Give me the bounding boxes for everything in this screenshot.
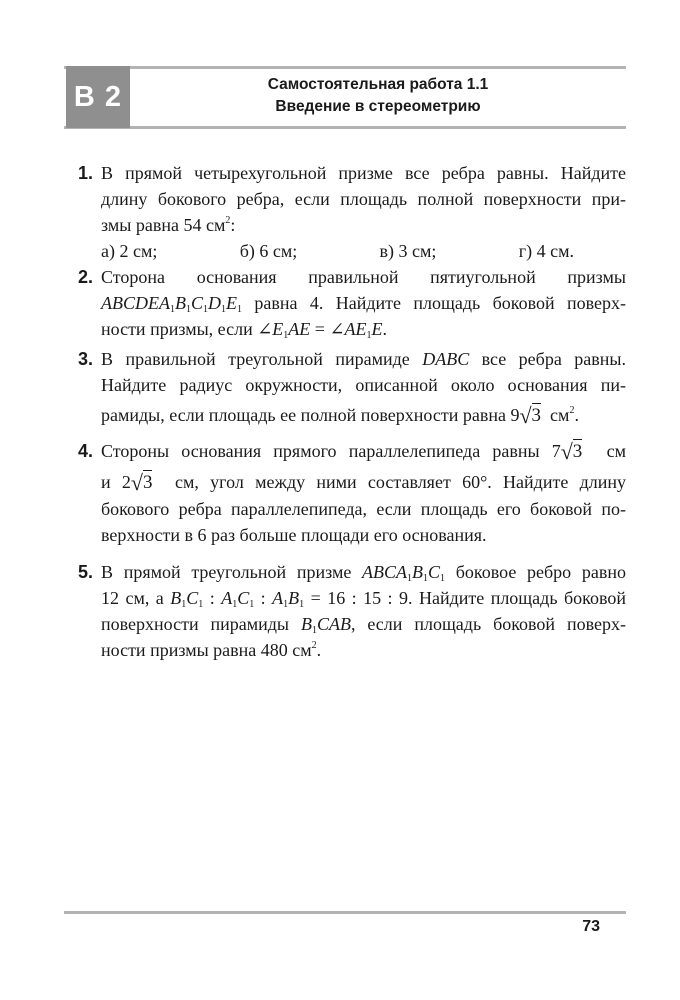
task-line: поверхности пирамиды $B_1CAB$, если площадь боковой поверх- (101, 614, 626, 636)
work-title: Самостоятельная работа 1.1 (267, 76, 489, 93)
task-line: В прямой треугольной призме $ABCA_1B_1C_1$ боковое ребро равно (101, 562, 626, 584)
task-line: 12 см, а $B_1C_1$ : $A_1C_1$ : $A_1B_1 = 16$ : 15 : 9. Найдите площадь боковой (101, 588, 626, 610)
task-line: Сторона основания правильной пятиугольной призмы (101, 267, 626, 287)
task-line: ности призмы, если $\angle E_1AE$ = $\angle AE_1E$. (101, 319, 388, 341)
variant-badge: В 2 (66, 66, 130, 128)
task-line: В правильной треугольной пирамиде DABC все ребра равны. (101, 349, 626, 369)
work-subtitle: Введение в стереометрию (275, 98, 481, 115)
radical-icon: √ (130, 470, 143, 495)
task-3 (70, 346, 626, 429)
task-line: Найдите радиус окружности, описанной около основания пи- (101, 375, 626, 395)
task-number: 3. (78, 349, 94, 369)
task-line: бокового ребра параллелепипеда, если площадь его боковой по- (101, 499, 626, 519)
task-line: Стороны основания прямого параллелепипеда равны 7√3 см (101, 439, 626, 464)
task-4 (70, 438, 626, 548)
header-titles (130, 74, 626, 118)
answer-option-c: в) 3 см; (379, 241, 437, 261)
task-number: 1. (78, 163, 94, 183)
task-line: В прямой четырехугольной призме все ребра равны. Найдите (101, 163, 626, 183)
task-line: $ABCDEA_1B_1C_1D_1E_1$ равна 4. Найдите площадь боковой поверх- (101, 293, 626, 315)
task-number: 4. (78, 441, 94, 461)
header-bottom-rule (64, 126, 626, 129)
radical-icon: √ (560, 439, 573, 464)
header-top-rule (64, 66, 626, 69)
task-number: 5. (78, 562, 94, 582)
task-1 (70, 160, 626, 264)
answer-option-b: б) 6 см; (239, 241, 298, 261)
page-number: 73 (582, 918, 600, 935)
footer-rule (64, 911, 626, 914)
task-number: 2. (78, 267, 94, 287)
answer-options (101, 238, 626, 264)
task-line: змы равна 54 $см^2$: (101, 215, 236, 235)
answer-option-d: г) 4 см. (518, 241, 574, 261)
task-line: длину бокового ребра, если площадь полной поверхности при- (101, 189, 626, 209)
task-line: и 2√3 см, угол между ними составляет 60°. Найдите длину (101, 470, 626, 495)
task-line: ности призмы равна 480 $см^2$. (101, 640, 322, 660)
task-line: верхности в 6 раз больше площади его основания. (101, 525, 487, 545)
task-2 (70, 264, 626, 342)
task-line: рамиды, если площадь ее полной поверхности равна 9√3 $см^2$. (101, 403, 579, 428)
answer-option-a: а) 2 см; (101, 241, 158, 261)
task-5 (70, 559, 626, 663)
radical-icon: √ (519, 403, 532, 428)
